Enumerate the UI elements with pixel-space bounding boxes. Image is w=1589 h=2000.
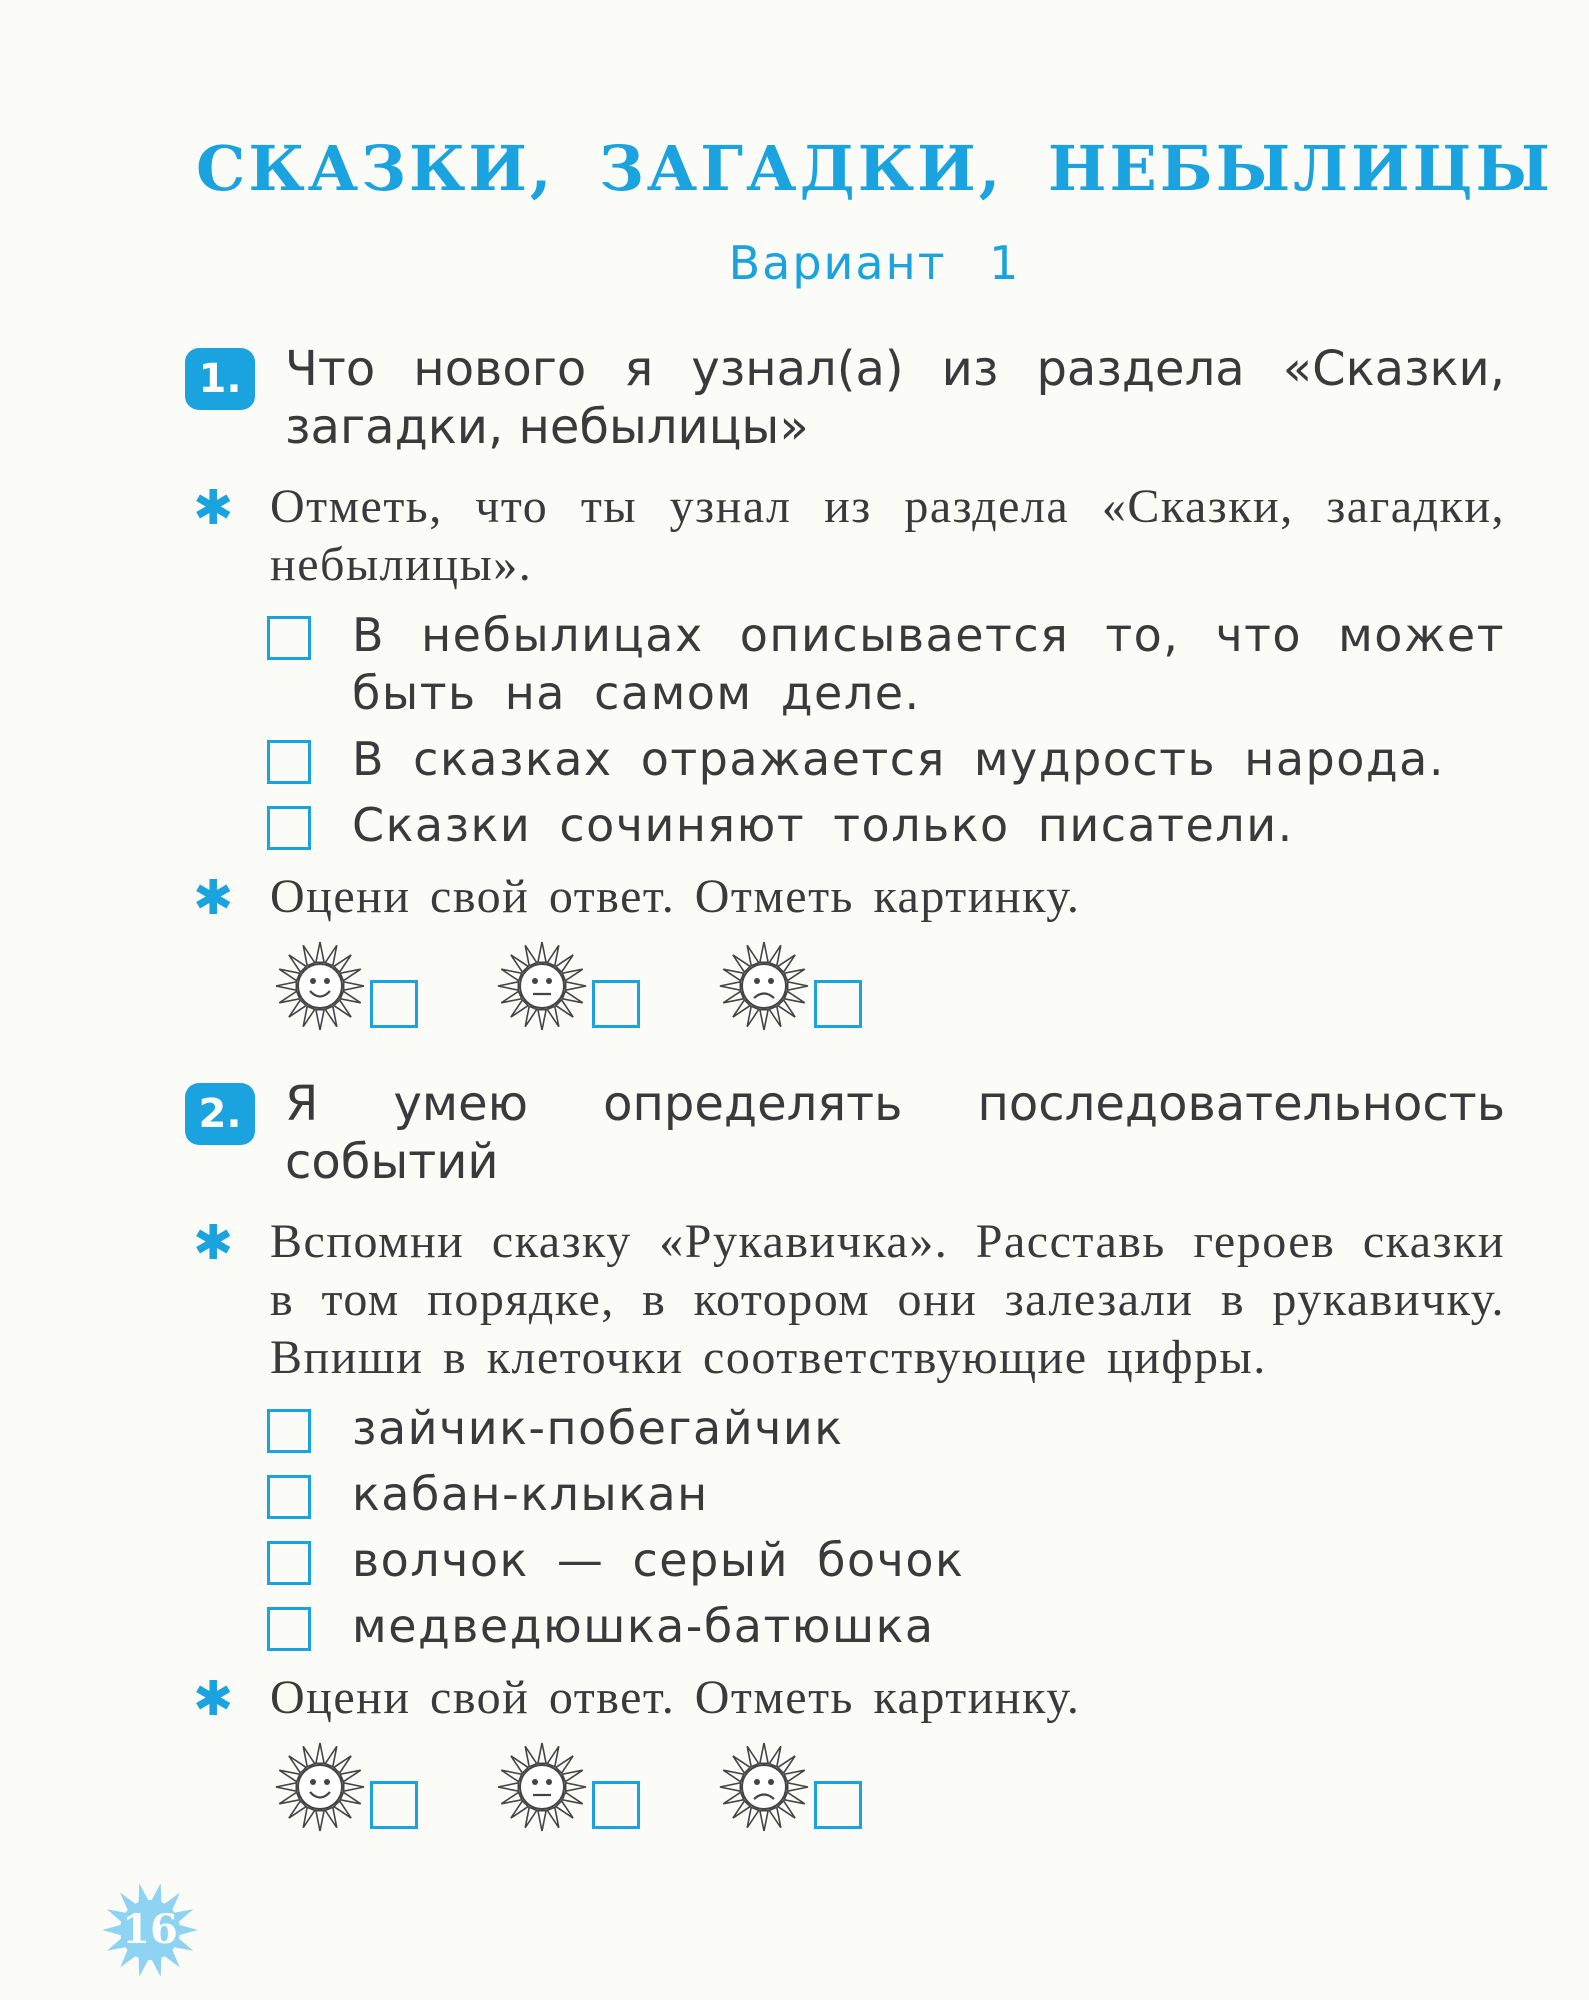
task-instruction: [185, 478, 1505, 594]
rate-instruction: [185, 1669, 1505, 1727]
answer-checkbox[interactable]: [267, 1607, 311, 1651]
page-number: 16: [122, 1906, 178, 1953]
answer-checkbox[interactable]: [267, 806, 311, 850]
list-item: [267, 730, 1505, 788]
rating-checkbox-sad[interactable]: [814, 980, 862, 1028]
neutral-sun-icon: [492, 1737, 592, 1837]
list-item: [267, 1465, 1505, 1523]
variant-label: Вариант 1: [728, 236, 1021, 290]
star-icon: ✱: [193, 870, 234, 926]
instruction-text: Вспомни сказку «Рукавичка». Расставь героев сказки в том порядке, в котором они залезали в рукавичку. Впиши в клеточки соответствующие цифры.: [270, 1215, 1505, 1384]
list-item: [267, 1399, 1505, 1457]
rating-checkbox-neutral[interactable]: [592, 980, 640, 1028]
instruction-text: Отметь, что ты узнал из раздела «Сказки, загадки, небылицы».: [270, 480, 1505, 591]
rating-checkbox-happy[interactable]: [370, 980, 418, 1028]
task-instruction: [185, 1213, 1505, 1387]
task-title: Что нового я узнал(а) из раздела «Сказки, загадки, небылицы»: [285, 341, 1505, 455]
page-title: СКАЗКИ, ЗАГАДКИ, НЕБЫЛИЦЫ: [195, 132, 1554, 205]
answer-checkbox[interactable]: [267, 740, 311, 784]
rating-row: [270, 1737, 1505, 1847]
option-text: Сказки сочиняют только писатели.: [352, 798, 1294, 852]
happy-sun-icon: [270, 1737, 370, 1837]
task-title: Я умею определять последовательность событий: [285, 1076, 1505, 1190]
rating-checkbox-sad[interactable]: [814, 1781, 862, 1829]
option-text: зайчик-побегайчик: [352, 1401, 844, 1455]
list-item: [267, 796, 1505, 854]
star-icon: ✱: [193, 1215, 234, 1271]
option-text: В сказках отражается мудрость народа.: [352, 732, 1445, 786]
happy-sun-icon: [270, 936, 370, 1036]
sad-sun-icon: [714, 936, 814, 1036]
rating-row: [270, 936, 1505, 1046]
option-text: медведюшка-батюшка: [352, 1599, 935, 1653]
answer-checkbox[interactable]: [267, 1475, 311, 1519]
neutral-sun-icon: [492, 936, 592, 1036]
answer-checkbox[interactable]: [267, 1409, 311, 1453]
answer-checkbox[interactable]: [267, 1541, 311, 1585]
options-list: [185, 1399, 1505, 1655]
rate-instruction: [185, 868, 1505, 926]
rating-checkbox-happy[interactable]: [370, 1781, 418, 1829]
rating-checkbox-neutral[interactable]: [592, 1781, 640, 1829]
option-text: кабан-клыкан: [352, 1467, 709, 1521]
list-item: [267, 606, 1505, 722]
task-number-badge: 2.: [185, 1083, 255, 1145]
option-text: В небылицах описывается то, что может быть на самом деле.: [352, 608, 1505, 720]
task-1: [185, 340, 1505, 1046]
list-item: [267, 1531, 1505, 1589]
list-item: [267, 1597, 1505, 1655]
options-list: [185, 606, 1505, 854]
answer-checkbox[interactable]: [267, 616, 311, 660]
instruction-text: Оцени свой ответ. Отметь картинку.: [270, 870, 1081, 923]
star-icon: ✱: [193, 1671, 234, 1727]
instruction-text: Оцени свой ответ. Отметь картинку.: [270, 1671, 1081, 1724]
task-2: [185, 1075, 1505, 1847]
option-text: волчок — серый бочок: [352, 1533, 965, 1587]
sad-sun-icon: [714, 1737, 814, 1837]
star-icon: ✱: [193, 480, 234, 536]
task-number-badge: 1.: [185, 348, 255, 410]
